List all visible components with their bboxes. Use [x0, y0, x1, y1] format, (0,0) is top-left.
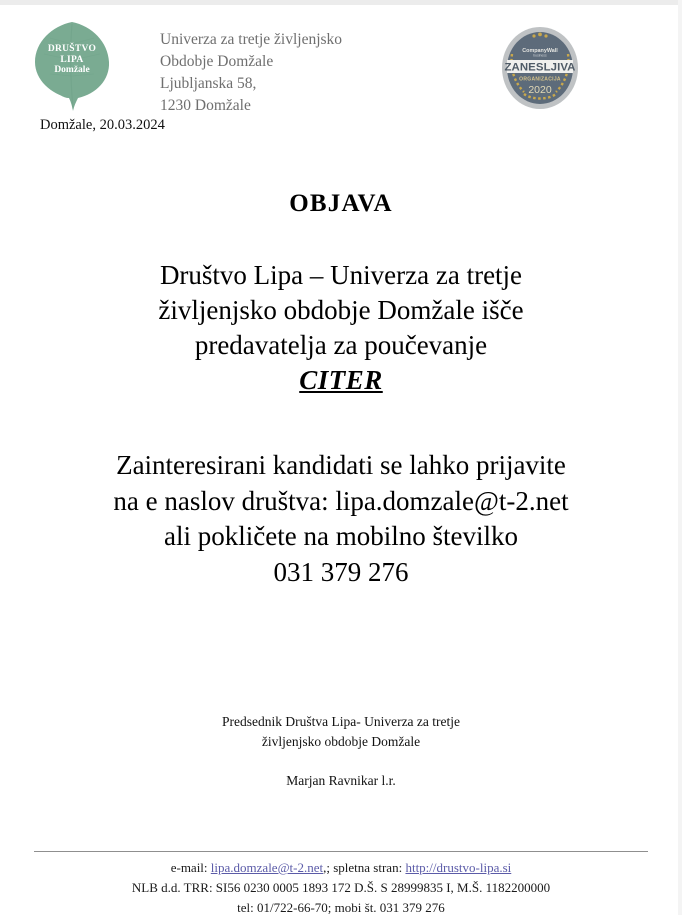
org-address-line1: Univerza za tretje življenjsko: [160, 29, 440, 51]
instrument-emphasis: CITER: [0, 363, 682, 398]
paragraph2-line2: na e naslov društva: lipa.domzale@t-2.net: [0, 484, 682, 520]
announcement-paragraph-1: [0, 258, 682, 398]
footer-text: [0, 858, 682, 917]
seal-badge: [498, 24, 582, 112]
leaf-logo: [30, 18, 114, 112]
date-line: Domžale, 20.03.2024: [40, 117, 165, 134]
svg-text:ORGANIZACIJA: ORGANIZACIJA: [519, 77, 561, 83]
footer: [0, 851, 682, 917]
footer-contact-line: [0, 858, 682, 878]
signature-name: Marjan Ravnikar l.r.: [0, 771, 682, 791]
svg-text:CompanyWall: CompanyWall: [522, 48, 558, 54]
org-address-line3: Ljubljanska 58,: [160, 73, 440, 95]
paragraph1-line3: predavatelja za poučevanje: [0, 328, 682, 363]
leaf-logo-line1: DRUŠTVO: [30, 44, 114, 55]
leaf-logo-line2: LIPA: [30, 55, 114, 66]
footer-email-link[interactable]: lipa.domzale@t-2.net: [211, 860, 323, 875]
svg-text:2020: 2020: [528, 84, 552, 96]
announcement-paragraph-2: [0, 448, 682, 591]
paragraph2-line1: Zainteresirani kandidati se lahko prijavite: [0, 448, 682, 484]
paragraph2-line3: ali pokličete na mobilno številko: [0, 519, 682, 555]
footer-bank-line: NLB d.d. TRR: SI56 0230 0005 1893 172 D.Š. S 28999835 I, M.Š. 1182200000: [0, 878, 682, 898]
document-title: OBJAVA: [0, 190, 682, 218]
paragraph2-phone: 031 379 276: [0, 555, 682, 591]
leaf-logo-line3: Domžale: [30, 65, 114, 76]
signature-org-line1: Predsednik Društva Lipa- Univerza za tretje: [0, 712, 682, 732]
org-address-line2: Obdobje Domžale: [160, 51, 440, 73]
footer-divider: [34, 851, 648, 852]
svg-text:ZANESLJIVA: ZANESLJIVA: [504, 61, 575, 73]
footer-phone-line: tel: 01/722-66-70; mobi št. 031 379 276: [0, 898, 682, 917]
footer-website-label: ,; spletna stran:: [323, 860, 405, 875]
footer-email-label: e-mail:: [171, 860, 211, 875]
signature-block: [0, 712, 682, 791]
letterhead: [0, 12, 682, 117]
paragraph1-line2: življenjsko obdobje Domžale išče: [0, 293, 682, 328]
signature-org-line2: življenjsko obdobje Domžale: [0, 732, 682, 752]
footer-website-link[interactable]: http://drustvo-lipa.si: [405, 860, 511, 875]
organization-address: [160, 29, 440, 117]
svg-text:business: business: [533, 54, 547, 58]
paragraph1-line1: Društvo Lipa – Univerza za tretje: [0, 258, 682, 293]
org-address-line4: 1230 Domžale: [160, 95, 440, 117]
